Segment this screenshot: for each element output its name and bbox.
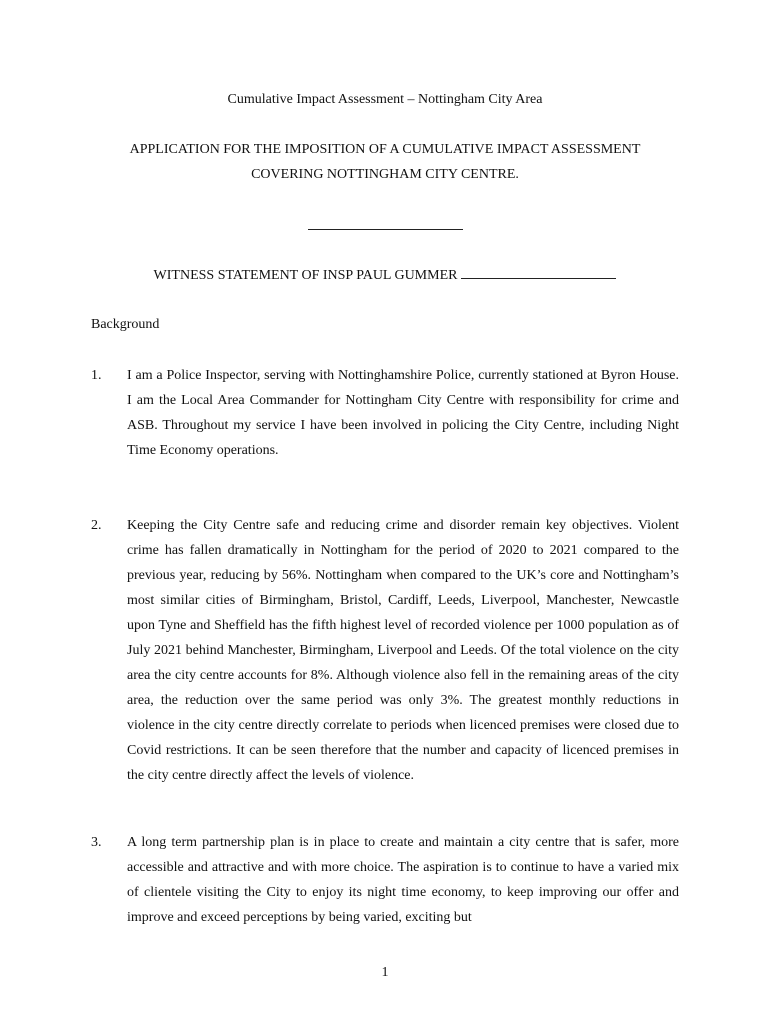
paragraph-3 <box>91 830 679 930</box>
application-heading-line-1: APPLICATION FOR THE IMPOSITION OF A CUMULATIVE IMPACT ASSESSMENT <box>129 142 641 157</box>
separator-line <box>308 229 463 230</box>
paragraph-text: Keeping the City Centre safe and reducing crime and disorder remain key objectives. Violent crime has fallen dramatically in Nottingham for the period of 2020 to 2021 compared to the previous year, reducing by 56%. Nottingham when compared to the UK’s core and Nottingham’s most similar cities of Birmingham, Bristol, Cardiff, Leeds, Liverpool, Manchester, Newcastle upon Tyne and Sheffield has the fifth highest level of recorded violence per 1000 population as of July 2021 behind Manchester, Birmingham, Liverpool and Leeds. Of the total violence on the city area the city centre accounts for 8%. Although violence also fell in the remaining areas of the city area, the reduction over the same period was only 3%. The greatest monthly reductions in violence in the city centre directly correlate to periods when licenced premises were closed due to Covid restrictions. It can be seen therefore that the number and capacity of licenced premises in the city centre directly affect the levels of violence. <box>127 518 679 783</box>
witness-statement-heading <box>0 265 770 285</box>
paragraph-number: 3. <box>91 835 102 850</box>
paragraph-number: 2. <box>91 518 102 533</box>
witness-statement-text: WITNESS STATEMENT OF INSP PAUL GUMMER <box>153 268 458 283</box>
application-heading-line-2: COVERING NOTTINGHAM CITY CENTRE. <box>251 167 519 182</box>
signature-blank <box>461 265 616 279</box>
page-number: 1 <box>381 965 389 980</box>
document-title: Cumulative Impact Assessment – Nottingham City Area <box>227 92 543 107</box>
paragraph-2 <box>91 513 679 788</box>
paragraph-text: A long term partnership plan is in place to create and maintain a city centre that is safer, more accessible and attractive and with more choice. The aspiration is to continue to have a varied mix of clientele visiting the City to enjoy its night time economy, to keep improving our offer and improve and exceed perceptions by being varied, exciting but <box>127 835 679 925</box>
paragraph-text: I am a Police Inspector, serving with Nottinghamshire Police, currently stationed at Byron House. I am the Local Area Commander for Nottingham City Centre with responsibility for crime and ASB. Throughout my service I have been involved in policing the City Centre, including Night Time Economy operations. <box>127 368 679 458</box>
section-heading-background: Background <box>91 317 160 332</box>
paragraph-number: 1. <box>91 368 102 383</box>
paragraph-1 <box>91 363 679 463</box>
